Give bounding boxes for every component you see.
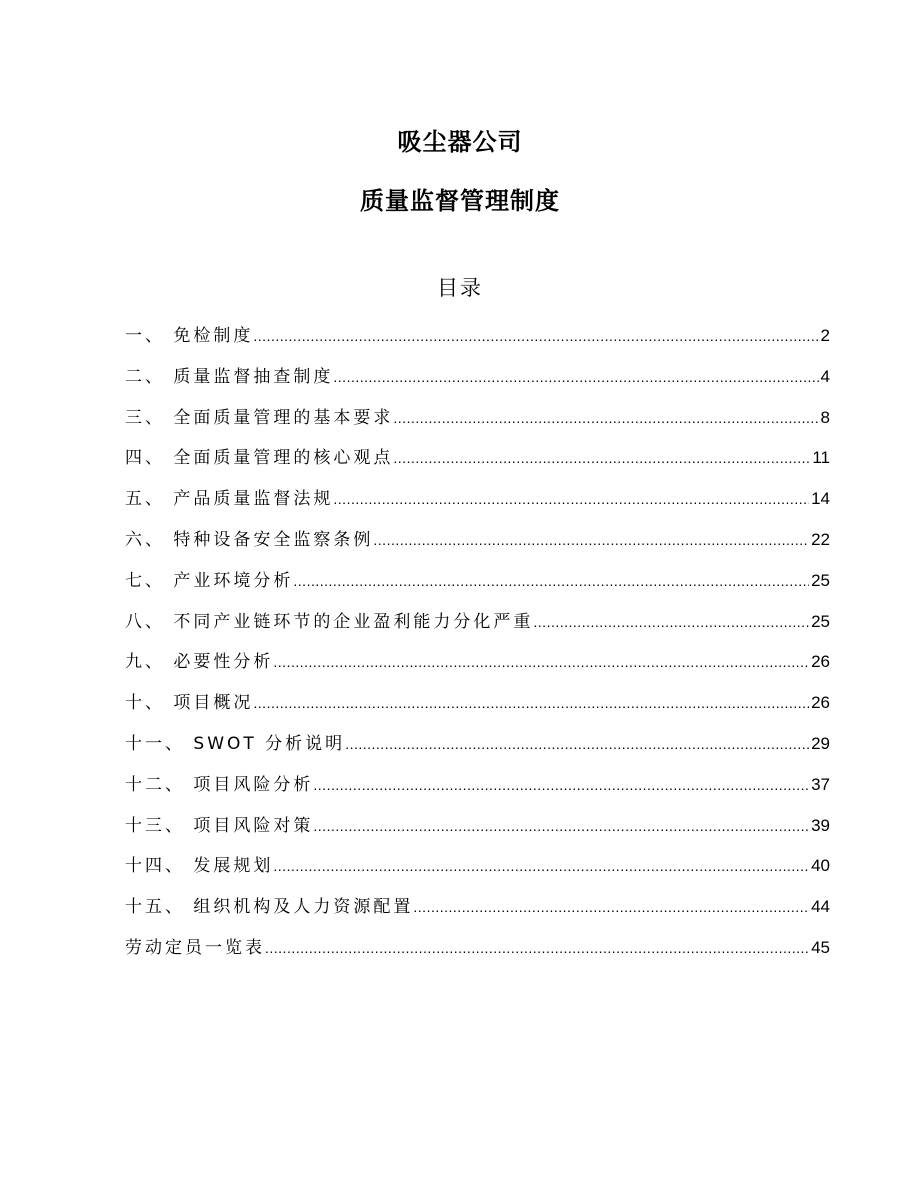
toc-dot-leader	[413, 893, 809, 921]
toc-dot-leader	[393, 404, 818, 432]
toc-entry[interactable]	[125, 567, 830, 608]
toc-dot-leader	[265, 934, 809, 962]
toc-entry-page: 45	[811, 937, 830, 957]
table-of-contents	[125, 322, 830, 975]
toc-entry-label: 十三、 项目风险对策	[125, 815, 314, 836]
toc-entry[interactable]	[125, 485, 830, 526]
toc-entry-label: 二、 质量监督抽查制度	[125, 366, 334, 387]
toc-entry-label: 三、 全面质量管理的基本要求	[125, 407, 394, 428]
toc-dot-leader	[293, 567, 809, 595]
toc-entry-page: 37	[811, 774, 830, 794]
toc-dot-leader	[273, 648, 809, 676]
toc-entry-label: 十、 项目概况	[125, 693, 254, 714]
toc-entry-page: 29	[811, 733, 830, 753]
toc-dot-leader	[313, 812, 809, 840]
toc-entry-page: 26	[811, 693, 830, 713]
toc-entry-label: 五、 产品质量监督法规	[125, 489, 334, 510]
toc-entry-page: 8	[820, 407, 830, 427]
toc-entry-page: 4	[820, 366, 830, 386]
toc-entry-label: 四、 全面质量管理的核心观点	[125, 448, 394, 469]
toc-entry[interactable]	[125, 852, 830, 893]
toc-entry[interactable]	[125, 444, 830, 485]
toc-entry-label: 一、 免检制度	[125, 326, 254, 346]
toc-dot-leader	[345, 730, 809, 758]
toc-dot-leader	[333, 485, 809, 513]
toc-entry-label: 八、 不同产业链环节的企业盈利能力分化严重	[125, 611, 534, 632]
toc-entry-label: 七、 产业环境分析	[125, 570, 294, 591]
toc-dot-leader	[533, 608, 809, 636]
toc-entry-page: 25	[811, 611, 830, 631]
toc-entry-page: 22	[811, 529, 830, 549]
toc-entry-page: 26	[811, 652, 830, 672]
toc-entry[interactable]	[125, 648, 830, 689]
toc-entry-page: 2	[820, 326, 830, 345]
toc-entry-label: 十五、 组织机构及人力资源配置	[125, 897, 414, 918]
toc-entry-page: 14	[811, 489, 830, 509]
toc-entry[interactable]	[125, 771, 830, 812]
toc-entry[interactable]	[125, 934, 830, 975]
toc-dot-leader	[333, 363, 818, 391]
toc-entry[interactable]	[125, 812, 830, 853]
toc-dot-leader	[313, 771, 809, 799]
toc-dot-leader	[253, 322, 818, 350]
toc-entry-page: 40	[811, 856, 830, 876]
toc-entry-page: 11	[812, 448, 830, 468]
toc-entry[interactable]	[125, 404, 830, 445]
toc-entry-page: 39	[811, 815, 830, 835]
toc-entry[interactable]	[125, 363, 830, 404]
toc-entry[interactable]	[125, 526, 830, 567]
toc-dot-leader	[253, 689, 809, 717]
toc-dot-leader	[273, 852, 809, 880]
company-title: 吸尘器公司	[397, 128, 523, 156]
toc-entry-label: 十一、 SWOT 分析说明	[125, 733, 346, 754]
toc-dot-leader	[393, 444, 810, 472]
toc-entry[interactable]	[125, 730, 830, 771]
toc-entry[interactable]	[125, 322, 830, 363]
toc-dot-leader	[373, 526, 809, 554]
toc-entry-label: 九、 必要性分析	[125, 652, 274, 673]
toc-entry[interactable]	[125, 893, 830, 934]
toc-entry-page: 25	[811, 570, 830, 590]
toc-entry-label: 十四、 发展规划	[125, 856, 274, 877]
toc-heading: 目录	[437, 276, 483, 300]
document-title: 质量监督管理制度	[360, 187, 560, 215]
toc-entry-label: 劳动定员一览表	[125, 937, 265, 958]
toc-entry-label: 六、 特种设备安全监察条例	[125, 529, 374, 550]
toc-entry[interactable]	[125, 689, 830, 730]
toc-entry-label: 十二、 项目风险分析	[125, 774, 314, 795]
toc-entry[interactable]	[125, 608, 830, 649]
toc-entry-page: 44	[811, 897, 830, 917]
